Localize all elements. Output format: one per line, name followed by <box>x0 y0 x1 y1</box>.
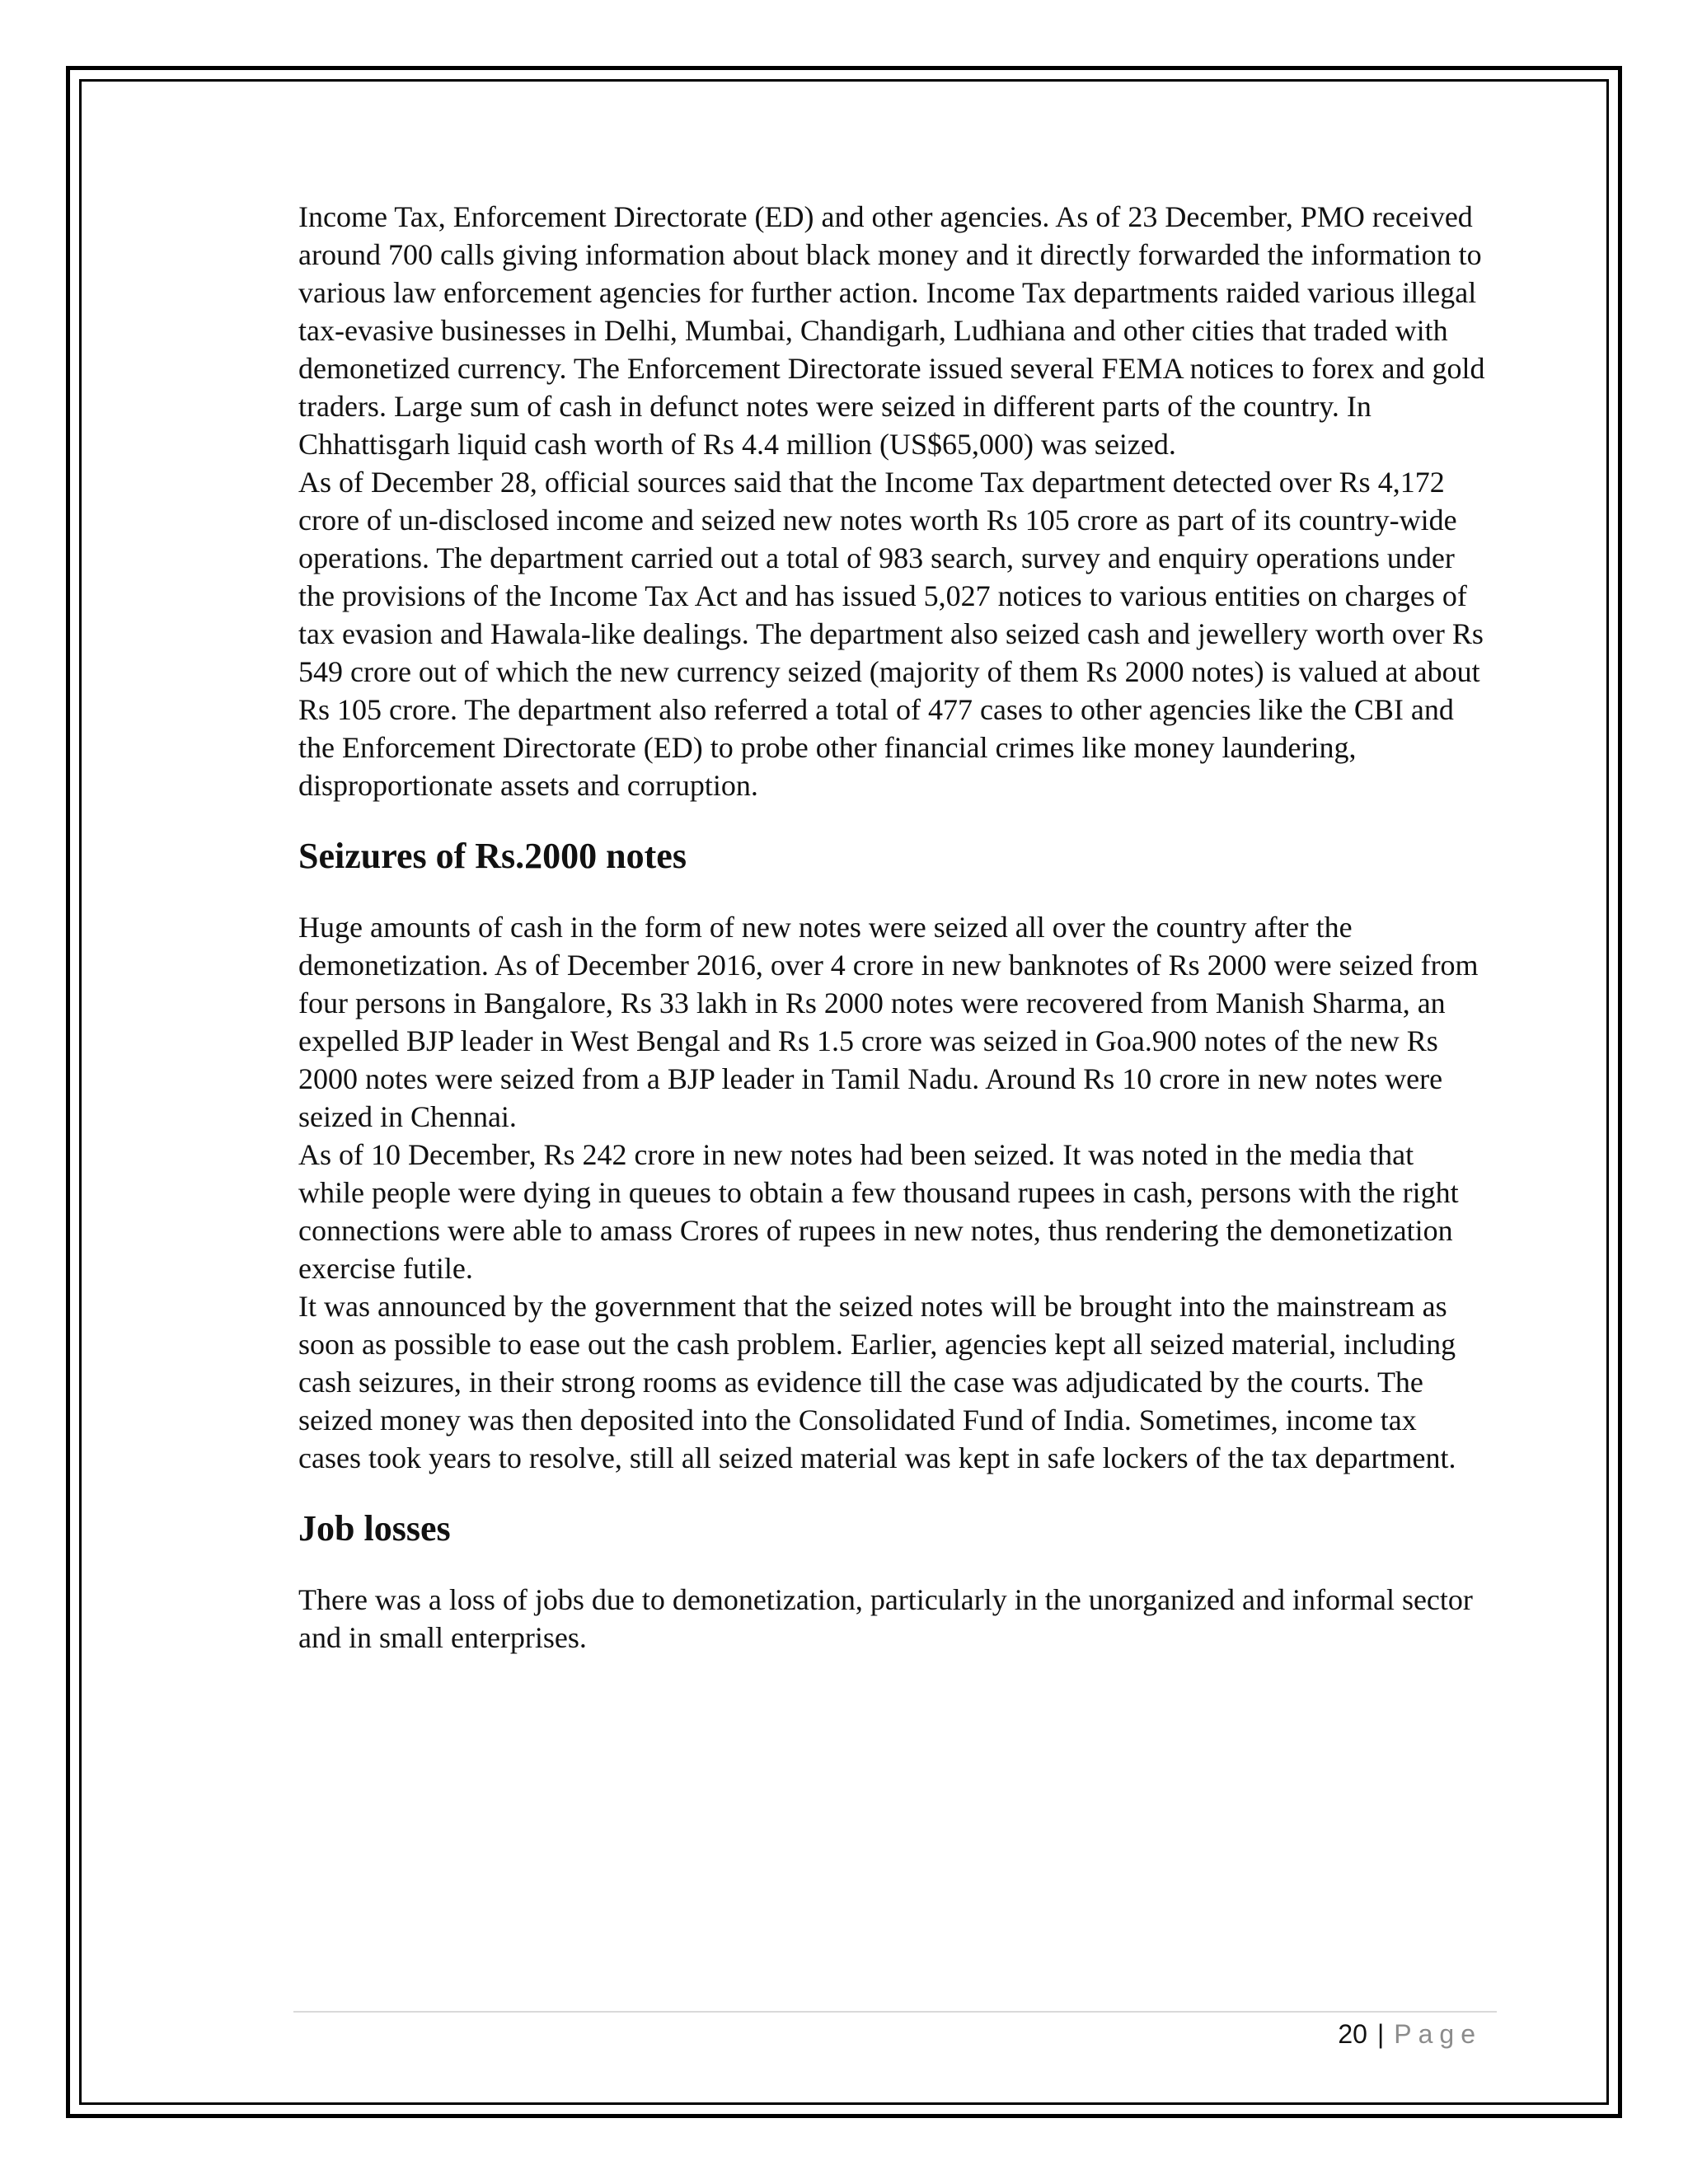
page-footer <box>1338 2011 1482 2057</box>
body-paragraph: As of December 28, official sources said that the Income Tax department detected over Rs 4,172 crore of un-disclosed income and seized new notes worth Rs 105 crore as part of its country-wide operations. The department carried out a total of 983 search, survey and enquiry operations under the provisions of the Income Tax Act and has issued 5,027 notices to various entities on charges of tax evasion and Hawala-like dealings. The department also seized cash and jewellery worth over Rs 549 crore out of which the new currency seized (majority of them Rs 2000 notes) is valued at about Rs 105 crore. The department also referred a total of 477 cases to other agencies like the CBI and the Enforcement Directorate (ED) to probe other financial crimes like money laundering, disproportionate assets and corruption. <box>298 466 1484 802</box>
body-paragraph: As of 10 December, Rs 242 crore in new notes had been seized. It was noted in the media that while people were dying in queues to obtain a few thousand rupees in cash, persons with the right connections were able to amass Crores of rupees in new notes, thus rendering the demonetization exercise futile. <box>298 1138 1459 1285</box>
body-paragraph: Huge amounts of cash in the form of new notes were seized all over the country after the demonetization. As of December 2016, over 4 crore in new banknotes of Rs 2000 were seized from four persons in Bangalore, Rs 33 lakh in Rs 2000 notes were recovered from Manish Sharma, an expelled BJP leader in West Bengal and Rs 1.5 crore was seized in Goa.900 notes of the new Rs 2000 notes were seized from a BJP leader in Tamil Nadu. Around Rs 10 crore in new notes were seized in Chennai. <box>298 911 1479 1133</box>
footer-separator: | <box>1376 2018 1385 2049</box>
section-heading-job-losses: Job losses <box>298 1508 451 1549</box>
page-content <box>298 198 1485 1657</box>
section-heading-seizures: Seizures of Rs.2000 notes <box>298 836 687 876</box>
page-label: Page <box>1394 2018 1482 2049</box>
page-number: 20 <box>1338 2018 1367 2049</box>
body-paragraph: It was announced by the government that the seized notes will be brought into the mainstream as soon as possible to ease out the cash problem. Earlier, agencies kept all seized material, including cash seizures, in their strong rooms as evidence till the case was adjudicated by the courts. The seized money was then deposited into the Consolidated Fund of India. Sometimes, income tax cases took years to resolve, still all seized material was kept in safe lockers of the tax department. <box>298 1290 1456 1474</box>
body-paragraph: Income Tax, Enforcement Directorate (ED) and other agencies. As of 23 December, PMO received around 700 calls giving information about black money and it directly forwarded the information to various law enforcement agencies for further action. Income Tax departments raided various illegal tax-evasive businesses in Delhi, Mumbai, Chandigarh, Ludhiana and other cities that traded with demonetized currency. The Enforcement Directorate issued several FEMA notices to forex and gold traders. Large sum of cash in defunct notes were seized in different parts of the country. In Chhattisgarh liquid cash worth of Rs 4.4 million (US$65,000) was seized. <box>298 200 1485 461</box>
footer-divider <box>293 2011 1497 2013</box>
body-paragraph: There was a loss of jobs due to demonetization, particularly in the unorganized and informal sector and in small enterprises. <box>298 1583 1473 1654</box>
